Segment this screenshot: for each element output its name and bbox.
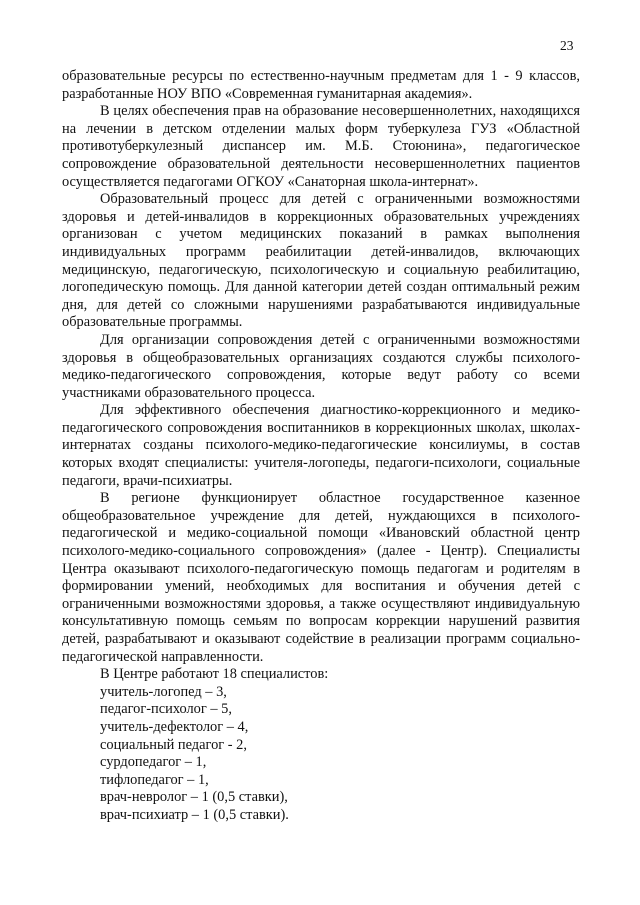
list-item: тифлопедагог – 1, xyxy=(100,771,209,788)
paragraph-consiliums: Для эффективного обеспечения диагностико-коррекционного и медико-педагогического сопровождения воспитанников в коррекционных школах, школах-интернатах созданы психолого-медико-педагогические консилиумы, в состав которых входят специалисты: учителя-логопеды, педагоги-психологи, социальные педагоги, врачи-психиатры. xyxy=(62,402,580,489)
specialists-list xyxy=(62,684,580,825)
list-item: учитель-дефектолог – 4, xyxy=(100,718,249,735)
paragraph-correctional-process: Образовательный процесс для детей с ограниченными возможностями здоровья и детей-инвалидов в коррекционных образовательных учреждениях организован с учетом медицинских показаний в рамках выполнения индивидуальных программ реабилитации детей-инвалидов, включающих медицинскую, педагогическую, психологическую и социальную реабилитацию, логопедическую помощь. Для данной категории детей создан оптимальный режим дня, для детей со сложными нарушениями разрабатываются индивидуальные образовательные программы. xyxy=(62,191,580,331)
paragraph-tuberculosis-education: В целях обеспечения прав на образование несовершеннолетних, находящихся на лечении в детском отделении малых форм туберкулеза ГУЗ «Областной противотуберкулезный диспансер им. М.Б. Стоюнина», педагогическое сопровождение образовательной деятельности несовершеннолетних пациентов осуществляется педагогами ОГКОУ «Санаторная школа-интернат». xyxy=(62,103,580,190)
list-item: сурдопедагог – 1, xyxy=(100,754,207,771)
list-item: социальный педагог - 2, xyxy=(100,736,247,753)
page-body xyxy=(62,68,580,825)
paragraph-regional-center: В регионе функционирует областное государственное казенное общеобразовательное учреждение для детей, нуждающихся в психолого-педагогической и медико-социальной помощи «Ивановский областной центр психолого-медико-социального сопровождения» (далее - Центр). Специалисты Центра оказывают психолого-педагогическую помощь педагогам и родителям в формировании умений, необходимых для воспитания и обучения детей с ограниченными возможностями здоровья, а также осуществляют индивидуальную консультативную помощь семьям по вопросам коррекции нарушений развития детей, разрабатывают и оказывают содействие в реализации программ социально-педагогической направленности. xyxy=(62,490,580,665)
list-item: врач-невролог – 1 (0,5 ставки), xyxy=(100,789,288,806)
list-item: врач-психиатр – 1 (0,5 ставки). xyxy=(100,806,289,823)
specialists-list-intro: В Центре работают 18 специалистов: xyxy=(100,666,329,683)
page-number: 23 xyxy=(560,38,574,53)
paragraph-continuation: образовательные ресурсы по естественно-научным предметам для 1 - 9 классов, разработанные НОУ ВПО «Современная гуманитарная академия». xyxy=(62,68,580,102)
list-item: учитель-логопед – 3, xyxy=(100,683,227,700)
list-item: педагог-психолог – 5, xyxy=(100,701,232,718)
paragraph-support-services: Для организации сопровождения детей с ограниченными возможностями здоровья в общеобразовательных организациях создаются службы психолого-медико-педагогического сопровождения, которые ведут работу со всеми участниками образовательного процесса. xyxy=(62,331,580,401)
